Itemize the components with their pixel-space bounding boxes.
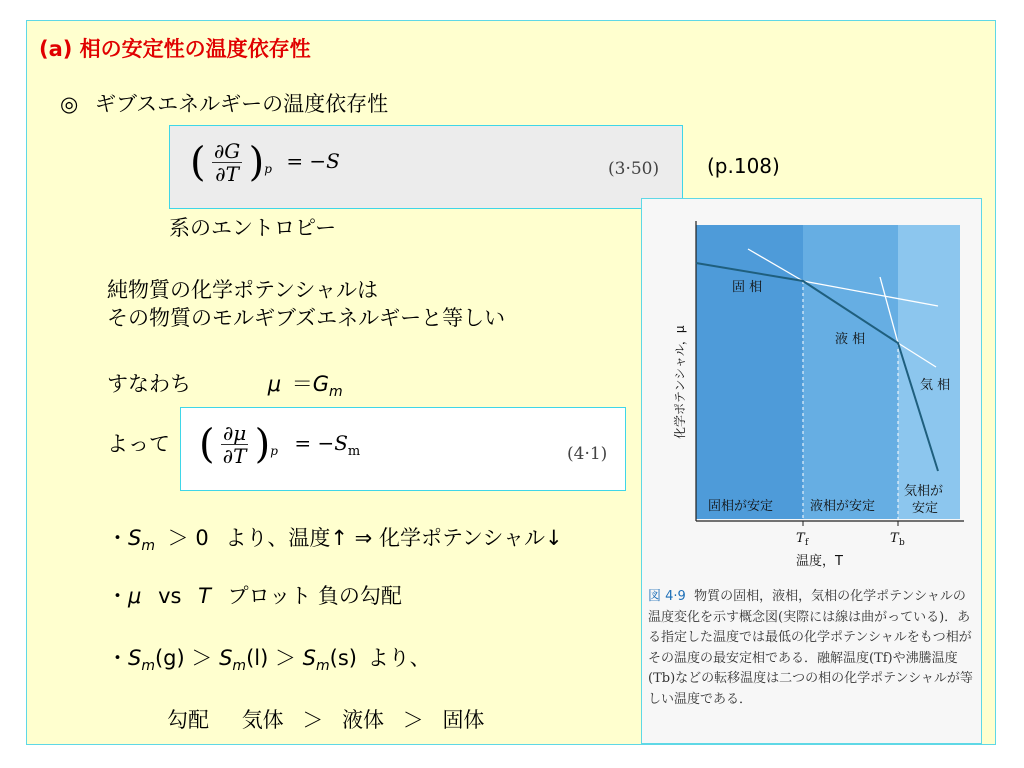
s-symbol: S [128,526,142,550]
eq2-denominator: ∂T [222,444,247,468]
bullet3-suffix: より、 [367,646,431,670]
gradient-label: 勾配 [167,708,209,732]
greater-than-2: ＞ [402,708,424,732]
region-liquid-stable: 液相が安定 [810,499,876,514]
therefore-label: よって [107,432,170,456]
eq1-rhs: = −S [286,149,340,173]
s-solid-symbol: S [302,646,317,670]
gas-label: 気体 [241,708,284,732]
eq2-numerator: ∂μ [222,421,247,445]
gradient-ordering [167,707,484,733]
mu-symbol: μ [128,584,142,608]
eq2-rhs-subscript: m [347,444,361,459]
eq2-rhs: = −S [294,431,348,455]
mu-symbol: μ [267,372,282,396]
solid-phase-label: 固 相 [732,280,763,295]
equation-3-50: ( $\frac{\partial G}{\partial T}$ )$_p = -S$ (3·50) [169,125,683,209]
greater-than-1: ＞ [191,646,213,670]
phase-diagram [642,199,982,589]
y-axis-label: 化学ポテンシャル，μ [673,325,687,439]
s-solid-subscript: m [316,658,330,675]
bullet-entropy-order [107,645,431,679]
tf-subscript: f [805,538,809,548]
page-reference: (p.108) [707,154,780,178]
tb-subscript: b [899,538,905,548]
namely-line [107,371,343,405]
liquid-region [803,225,898,519]
x-axis-label: 温度，T [796,554,843,569]
eq2-number: (4·1) [567,444,608,464]
figure-caption-text: 物質の固相，液相，気相の化学ポテンシャルの温度変化を示す概念図(実際には線は曲がっている)．ある指定した温度では最低の化学ポテンシャルをもつ相がその温度の最安定相である．融解温度(Tf)や沸騰温度(Tb)などの転移温度は二つの相の化学ポテンシャルが等しい温度である． [648,589,973,707]
g-symbol: G [312,372,330,396]
slide-title: (a) 相の安定性の温度依存性 [39,37,311,61]
bullet2-text: プロット 負の勾配 [227,584,402,608]
entropy-note: 系のエントロピー [169,216,337,240]
statement-line-1: 純物質の化学ポテンシャルは [107,278,379,302]
statement-line-2: その物質のモルギブズエネルギーと等しい [107,306,506,330]
vs-text: vs [158,584,182,608]
greater-than-1: ＞ [302,708,324,732]
liquid-phase: (l) [246,646,269,670]
bullet-dot: ・ [107,526,128,550]
solid-label: 固体 [442,708,485,732]
section-heading-text: ギブスエネルギーの温度依存性 [95,92,389,116]
bullet-dot: ・ [107,584,128,608]
bullet1-text: より、温度↑ ⇒ 化学ポテンシャル↓ [225,526,563,550]
solid-region [696,225,803,519]
s-subscript: m [141,538,155,555]
eq1-numerator: ∂G [213,139,241,163]
figure-4-9 [641,198,982,744]
eq1-denominator: ∂T [215,162,239,186]
gas-phase-label: 気 相 [920,378,951,393]
condition-text: ＞ 0 [167,526,209,550]
eq1-subscript: p [264,162,272,176]
region-gas-stable-1: 気相が [904,484,944,499]
t-symbol: T [198,584,211,608]
region-solid-stable: 固相が安定 [708,499,774,514]
equation-4-1: ( $\frac{\partial\mu}{\partial T}$ )$_p = -S_m$ (4·1) [180,407,626,491]
s-liquid-symbol: S [219,646,233,670]
region-gas-stable-2: 安定 [912,501,939,516]
namely-label: すなわち [107,372,191,396]
figure-number: 図 4·9 [648,589,686,604]
gas-phase: (g) [154,646,185,670]
s-gas-symbol: S [128,646,142,670]
s-liquid-subscript: m [232,658,247,675]
g-subscript: m [329,384,343,401]
liquid-phase-label: 液 相 [835,332,866,347]
bullet-dot: ・ [107,646,128,670]
tf-label: T [796,531,805,546]
solid-phase: (s) [329,646,357,670]
liquid-label: 液体 [342,708,385,732]
greater-than-2: ＞ [274,646,296,670]
tb-label: T [890,531,899,546]
eq2-subscript: p [270,444,278,458]
eq1-number: (3·50) [608,159,660,179]
figure-caption [648,587,978,710]
section-heading [60,91,388,117]
double-circle-marker: ◎ [60,92,79,116]
bullet-mu-vs-t [107,583,402,609]
equals-sign: ＝ [291,372,313,396]
s-gas-subscript: m [141,658,155,675]
bullet-entropy-positive [107,525,563,559]
